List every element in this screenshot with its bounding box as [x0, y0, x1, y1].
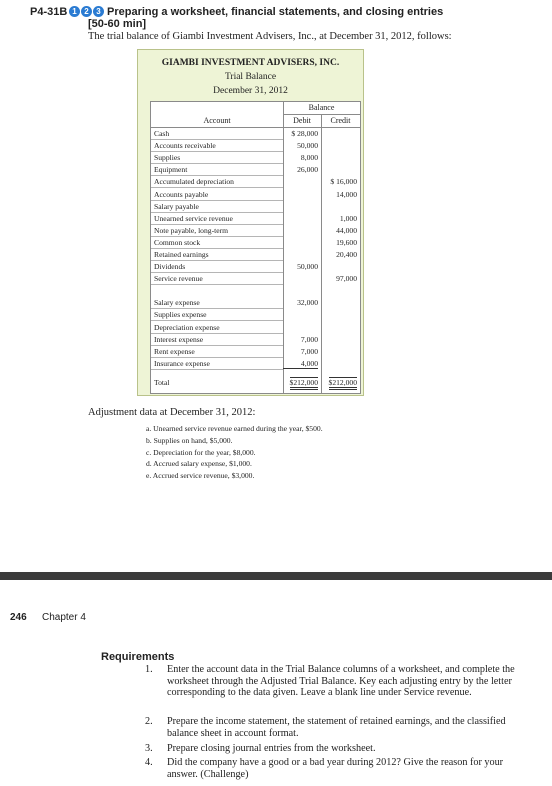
learning-objective-badges — [69, 6, 104, 17]
requirement-text: Enter the account data in the Trial Balance columns of a worksheet, and complete the worksheet through the Adjusted Trial Balance. Key each adjusting entry by the letter corresponding to the data given. Leave a blank line under Service revenue. — [167, 664, 515, 698]
table-row — [151, 309, 360, 321]
requirement-text: Did the company have a good or a bad year during 2012? Give the reason for your answer. (Challenge) — [167, 757, 504, 780]
account-name: Unearned service revenue — [154, 213, 233, 223]
account-name: Interest expense — [154, 334, 204, 344]
account-name: Insurance expense — [154, 358, 210, 368]
requirement-number: 1. — [145, 664, 153, 675]
problem-id: P4-31B — [30, 6, 68, 18]
debit-amount: 32,000 — [297, 298, 318, 308]
trial-balance-panel — [137, 49, 364, 396]
debit-amount: 50,000 — [297, 141, 318, 151]
table-row — [151, 334, 360, 346]
company-name: GIAMBI INVESTMENT ADVISERS, INC. — [161, 58, 340, 68]
table-row — [151, 140, 360, 152]
requirements-heading: Requirements — [101, 651, 175, 663]
account-name: Retained earnings — [154, 250, 209, 259]
requirement-number: 3. — [145, 743, 153, 754]
table-row — [151, 176, 360, 188]
credit-amount: 20,400 — [336, 250, 357, 259]
trial-balance-table — [150, 101, 361, 394]
adjustment-list — [146, 423, 323, 482]
adjustment-item: b. Supplies on hand, $5,000. — [146, 435, 233, 445]
requirement-text: Prepare closing journal entries from the worksheet. — [167, 743, 376, 754]
table-row — [151, 237, 360, 249]
total-debit: $212,000 — [290, 377, 318, 390]
balance-header: Balance — [308, 103, 335, 112]
table-row — [151, 201, 360, 213]
requirement-text: Prepare the income statement, the statement of retained earnings, and the classified balance sheet in account format. — [167, 716, 506, 739]
account-name: Accounts receivable — [154, 141, 216, 151]
account-name: Accounts payable — [154, 189, 209, 199]
table-row — [151, 322, 360, 334]
requirement-number: 4. — [145, 757, 153, 768]
account-name: Common stock — [154, 237, 201, 247]
objective-badge: 1 — [69, 6, 80, 17]
debit-amount: 26,000 — [297, 165, 318, 175]
page-number: 246 — [10, 612, 27, 623]
chapter-label: Chapter 4 — [42, 612, 86, 623]
adjustment-heading: Adjustment data at December 31, 2012: — [88, 407, 256, 418]
account-name: Note payable, long-term — [154, 225, 229, 235]
requirement-number: 2. — [145, 716, 153, 727]
total-credit: $212,000 — [329, 377, 357, 390]
problem-title: Preparing a worksheet, financial statements, and closing entries — [107, 6, 444, 18]
credit-amount: 97,000 — [336, 274, 357, 284]
table-row — [151, 128, 360, 140]
row-rule — [151, 284, 283, 285]
requirement-item — [145, 664, 527, 712]
table-row — [151, 261, 360, 273]
account-name: Accumulated depreciation — [154, 177, 234, 187]
total-label: Total — [154, 378, 170, 387]
adjustment-item: d. Accrued salary expense, $1,000. — [146, 459, 252, 469]
credit-amount: 19,600 — [336, 237, 357, 247]
requirement-item — [145, 716, 527, 740]
account-name: Supplies — [154, 153, 181, 163]
table-row — [151, 213, 360, 225]
table-row — [151, 358, 360, 370]
table-row — [151, 152, 360, 164]
account-name: Service revenue — [154, 274, 203, 284]
credit-amount: $ 16,000 — [330, 177, 357, 187]
adjustment-item: c. Depreciation for the year, $8,000. — [146, 447, 256, 457]
account-name: Cash — [154, 129, 170, 138]
table-row — [151, 249, 360, 261]
credit-header: Credit — [330, 116, 351, 125]
debit-amount: 7,000 — [300, 346, 318, 356]
account-name: Depreciation expense — [154, 322, 220, 332]
requirement-item — [145, 757, 527, 781]
requirement-item — [145, 743, 527, 755]
credit-amount: 14,000 — [336, 189, 357, 199]
table-row — [151, 273, 360, 285]
debit-amount: 8,000 — [300, 153, 318, 163]
account-name: Salary expense — [154, 298, 200, 308]
objective-badge: 2 — [81, 6, 92, 17]
problem-intro: The trial balance of Giambi Investment Advisers, Inc., at December 31, 2012, follows: — [88, 31, 452, 42]
debit-amount: $ 28,000 — [291, 129, 318, 138]
statement-title: Trial Balance — [224, 72, 277, 82]
debit-amount: 7,000 — [300, 334, 318, 344]
statement-date: December 31, 2012 — [213, 86, 288, 96]
row-rule — [151, 369, 283, 370]
table-row — [151, 346, 360, 358]
table-row — [151, 189, 360, 201]
debit-header: Debit — [293, 116, 311, 125]
debit-amount: 50,000 — [297, 262, 318, 272]
table-row — [151, 225, 360, 237]
account-name: Dividends — [154, 262, 186, 272]
account-name: Equipment — [154, 165, 188, 175]
problem-time: [50-60 min] — [88, 18, 147, 30]
table-row — [151, 297, 360, 309]
account-header: Account — [203, 116, 231, 125]
page-divider — [0, 572, 552, 580]
credit-amount: 44,000 — [336, 225, 357, 235]
adjustment-item: a. Unearned service revenue earned during the year, $500. — [146, 424, 323, 433]
account-name: Rent expense — [154, 346, 195, 356]
account-name: Supplies expense — [154, 310, 207, 320]
objective-badge: 3 — [93, 6, 104, 17]
debit-amount: 4,000 — [283, 359, 318, 369]
header-rule — [283, 114, 360, 115]
table-row — [151, 164, 360, 176]
adjustment-item: e. Accrued service revenue, $3,000. — [146, 471, 255, 481]
credit-amount: 1,000 — [339, 213, 357, 223]
total-row — [151, 377, 360, 389]
account-name: Salary payable — [154, 201, 199, 211]
